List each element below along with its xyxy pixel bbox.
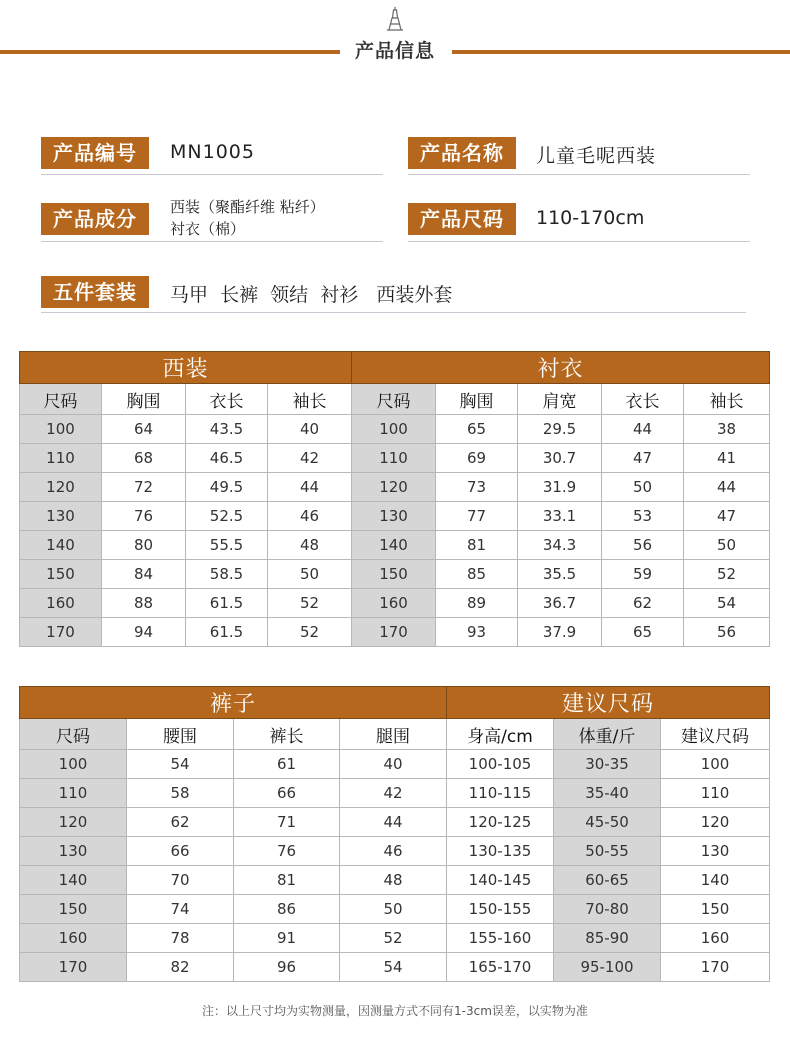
table-cell: 120 xyxy=(661,808,770,837)
table-cell: 100 xyxy=(20,750,127,779)
table-cell: 43.5 xyxy=(186,415,268,444)
table-cell: 49.5 xyxy=(186,473,268,502)
column-header: 腿围 xyxy=(340,719,447,750)
table-cell: 100 xyxy=(352,415,436,444)
table-cell: 160 xyxy=(20,589,102,618)
table-cell: 78 xyxy=(127,924,234,953)
table-cell: 82 xyxy=(127,953,234,982)
name-label: 产品名称 xyxy=(408,137,516,169)
table-cell: 150-155 xyxy=(447,895,554,924)
size-value: 110-170cm xyxy=(536,207,645,229)
table-cell: 170 xyxy=(20,618,102,647)
table-row xyxy=(20,924,770,953)
set-label: 五件套装 xyxy=(41,276,149,308)
table-cell: 41 xyxy=(684,444,770,473)
table-cell: 165-170 xyxy=(447,953,554,982)
table-cell: 62 xyxy=(127,808,234,837)
table-cell: 37.9 xyxy=(518,618,602,647)
table-cell: 47 xyxy=(684,502,770,531)
suit-section-header: 西装 xyxy=(20,352,352,384)
column-header: 胸围 xyxy=(102,384,186,415)
table-cell: 150 xyxy=(661,895,770,924)
table-cell: 48 xyxy=(268,531,352,560)
table-cell: 52 xyxy=(268,618,352,647)
column-header: 身高/cm xyxy=(447,719,554,750)
pants-section-header: 裤子 xyxy=(20,687,447,719)
table-cell: 65 xyxy=(436,415,518,444)
table-cell: 170 xyxy=(20,953,127,982)
table-cell: 70 xyxy=(127,866,234,895)
table-cell: 54 xyxy=(684,589,770,618)
material-line-1: 西装（聚酯纤维 粘纤） xyxy=(170,198,325,216)
table-cell: 61 xyxy=(234,750,340,779)
table-cell: 70-80 xyxy=(554,895,661,924)
table-cell: 50 xyxy=(684,531,770,560)
table-cell: 71 xyxy=(234,808,340,837)
table-cell: 130 xyxy=(20,502,102,531)
table-cell: 150 xyxy=(20,560,102,589)
shirt-section-header: 衬衣 xyxy=(352,352,770,384)
size-underline xyxy=(408,241,750,242)
table-cell: 50-55 xyxy=(554,837,661,866)
table-row xyxy=(20,808,770,837)
table-cell: 42 xyxy=(340,779,447,808)
table-cell: 81 xyxy=(436,531,518,560)
table-cell: 80 xyxy=(102,531,186,560)
table-cell: 110-115 xyxy=(447,779,554,808)
table-row xyxy=(20,895,770,924)
table-cell: 100-105 xyxy=(447,750,554,779)
column-header: 胸围 xyxy=(436,384,518,415)
table-cell: 42 xyxy=(268,444,352,473)
table-cell: 56 xyxy=(684,618,770,647)
table-cell: 120 xyxy=(20,808,127,837)
table-cell: 65 xyxy=(602,618,684,647)
table-cell: 60-65 xyxy=(554,866,661,895)
table-cell: 50 xyxy=(340,895,447,924)
table-cell: 140 xyxy=(20,531,102,560)
table-cell: 76 xyxy=(102,502,186,531)
table-cell: 140 xyxy=(661,866,770,895)
table-cell: 84 xyxy=(102,560,186,589)
table-cell: 76 xyxy=(234,837,340,866)
table-row xyxy=(20,415,770,444)
measurement-note: 注：以上尺寸均为实物测量，因测量方式不同有1-3cm误差，以实物为准 xyxy=(202,1004,588,1018)
table-cell: 66 xyxy=(127,837,234,866)
table-cell: 140-145 xyxy=(447,866,554,895)
table-cell: 45-50 xyxy=(554,808,661,837)
table-row xyxy=(20,837,770,866)
column-header: 尺码 xyxy=(20,384,102,415)
table-row xyxy=(20,531,770,560)
column-header: 袖长 xyxy=(268,384,352,415)
name-value: 儿童毛呢西装 xyxy=(536,145,657,167)
eiffel-tower-icon xyxy=(382,6,408,32)
table-cell: 85 xyxy=(436,560,518,589)
table-row xyxy=(20,750,770,779)
table-cell: 110 xyxy=(661,779,770,808)
name-underline xyxy=(408,174,750,175)
column-header: 尺码 xyxy=(352,384,436,415)
table-cell: 31.9 xyxy=(518,473,602,502)
table-cell: 150 xyxy=(352,560,436,589)
table-cell: 38 xyxy=(684,415,770,444)
table-cell: 130 xyxy=(352,502,436,531)
column-header: 尺码 xyxy=(20,719,127,750)
table-cell: 160 xyxy=(20,924,127,953)
table-cell: 120-125 xyxy=(447,808,554,837)
table-cell: 47 xyxy=(602,444,684,473)
table-cell: 46.5 xyxy=(186,444,268,473)
table-cell: 66 xyxy=(234,779,340,808)
table-cell: 130-135 xyxy=(447,837,554,866)
material-line-2: 衬衣（棉） xyxy=(170,220,246,238)
column-header: 体重/斤 xyxy=(554,719,661,750)
table-cell: 88 xyxy=(102,589,186,618)
table-cell: 40 xyxy=(340,750,447,779)
suit-shirt-size-table xyxy=(19,351,770,647)
size-label: 产品尺码 xyxy=(408,203,516,235)
table-row xyxy=(20,444,770,473)
table-cell: 36.7 xyxy=(518,589,602,618)
table-cell: 110 xyxy=(20,444,102,473)
pants-recommend-size-table xyxy=(19,686,770,982)
table-cell: 73 xyxy=(436,473,518,502)
table-cell: 52 xyxy=(340,924,447,953)
column-header: 衣长 xyxy=(602,384,684,415)
table-cell: 54 xyxy=(340,953,447,982)
table-cell: 52 xyxy=(684,560,770,589)
table-cell: 150 xyxy=(20,895,127,924)
table-cell: 160 xyxy=(661,924,770,953)
table-cell: 64 xyxy=(102,415,186,444)
table-cell: 52.5 xyxy=(186,502,268,531)
table-cell: 96 xyxy=(234,953,340,982)
table-cell: 68 xyxy=(102,444,186,473)
table-cell: 59 xyxy=(602,560,684,589)
table-cell: 30.7 xyxy=(518,444,602,473)
table-row xyxy=(20,779,770,808)
table-cell: 120 xyxy=(20,473,102,502)
table-cell: 86 xyxy=(234,895,340,924)
table-cell: 61.5 xyxy=(186,618,268,647)
table-cell: 50 xyxy=(602,473,684,502)
set-value: 马甲 长裤 领结 衬衫 西装外套 xyxy=(170,284,453,306)
table-row xyxy=(20,866,770,895)
table-cell: 54 xyxy=(127,750,234,779)
table-cell: 53 xyxy=(602,502,684,531)
table-cell: 44 xyxy=(602,415,684,444)
table-cell: 33.1 xyxy=(518,502,602,531)
column-header: 衣长 xyxy=(186,384,268,415)
table-cell: 44 xyxy=(684,473,770,502)
page-title: 产品信息 xyxy=(354,40,435,62)
code-underline xyxy=(41,174,383,175)
table-row xyxy=(20,560,770,589)
table-cell: 55.5 xyxy=(186,531,268,560)
table-cell: 72 xyxy=(102,473,186,502)
column-header: 肩宽 xyxy=(518,384,602,415)
table-row xyxy=(20,618,770,647)
table-cell: 48 xyxy=(340,866,447,895)
table-cell: 77 xyxy=(436,502,518,531)
table-row xyxy=(20,473,770,502)
table-cell: 130 xyxy=(20,837,127,866)
table-cell: 170 xyxy=(352,618,436,647)
column-header: 腰围 xyxy=(127,719,234,750)
table-cell: 120 xyxy=(352,473,436,502)
table-cell: 58.5 xyxy=(186,560,268,589)
table-cell: 30-35 xyxy=(554,750,661,779)
table-cell: 140 xyxy=(20,866,127,895)
table-cell: 155-160 xyxy=(447,924,554,953)
table-row xyxy=(20,589,770,618)
table-cell: 74 xyxy=(127,895,234,924)
table-row xyxy=(20,502,770,531)
table-row xyxy=(20,953,770,982)
table-cell: 91 xyxy=(234,924,340,953)
table-cell: 100 xyxy=(20,415,102,444)
table-cell: 35-40 xyxy=(554,779,661,808)
column-header: 袖长 xyxy=(684,384,770,415)
table-cell: 56 xyxy=(602,531,684,560)
table-cell: 100 xyxy=(661,750,770,779)
table-cell: 58 xyxy=(127,779,234,808)
table-cell: 44 xyxy=(340,808,447,837)
material-label: 产品成分 xyxy=(41,203,149,235)
table-cell: 29.5 xyxy=(518,415,602,444)
table-cell: 62 xyxy=(602,589,684,618)
table-cell: 95-100 xyxy=(554,953,661,982)
table-cell: 93 xyxy=(436,618,518,647)
table-cell: 69 xyxy=(436,444,518,473)
table-cell: 34.3 xyxy=(518,531,602,560)
material-underline xyxy=(41,241,383,242)
table-cell: 85-90 xyxy=(554,924,661,953)
table-cell: 170 xyxy=(661,953,770,982)
column-header: 裤长 xyxy=(234,719,340,750)
table-cell: 140 xyxy=(352,531,436,560)
column-header: 建议尺码 xyxy=(661,719,770,750)
table-cell: 46 xyxy=(268,502,352,531)
table-cell: 89 xyxy=(436,589,518,618)
code-label: 产品编号 xyxy=(41,137,149,169)
table-cell: 160 xyxy=(352,589,436,618)
table-cell: 44 xyxy=(268,473,352,502)
table-cell: 94 xyxy=(102,618,186,647)
table-cell: 110 xyxy=(20,779,127,808)
table-cell: 61.5 xyxy=(186,589,268,618)
table-cell: 40 xyxy=(268,415,352,444)
table-cell: 46 xyxy=(340,837,447,866)
table-cell: 81 xyxy=(234,866,340,895)
table-cell: 52 xyxy=(268,589,352,618)
set-underline xyxy=(41,312,746,313)
table-cell: 50 xyxy=(268,560,352,589)
code-value: MN1005 xyxy=(170,141,255,163)
recommend-section-header: 建议尺码 xyxy=(447,687,770,719)
table-cell: 35.5 xyxy=(518,560,602,589)
table-cell: 110 xyxy=(352,444,436,473)
table-cell: 130 xyxy=(661,837,770,866)
